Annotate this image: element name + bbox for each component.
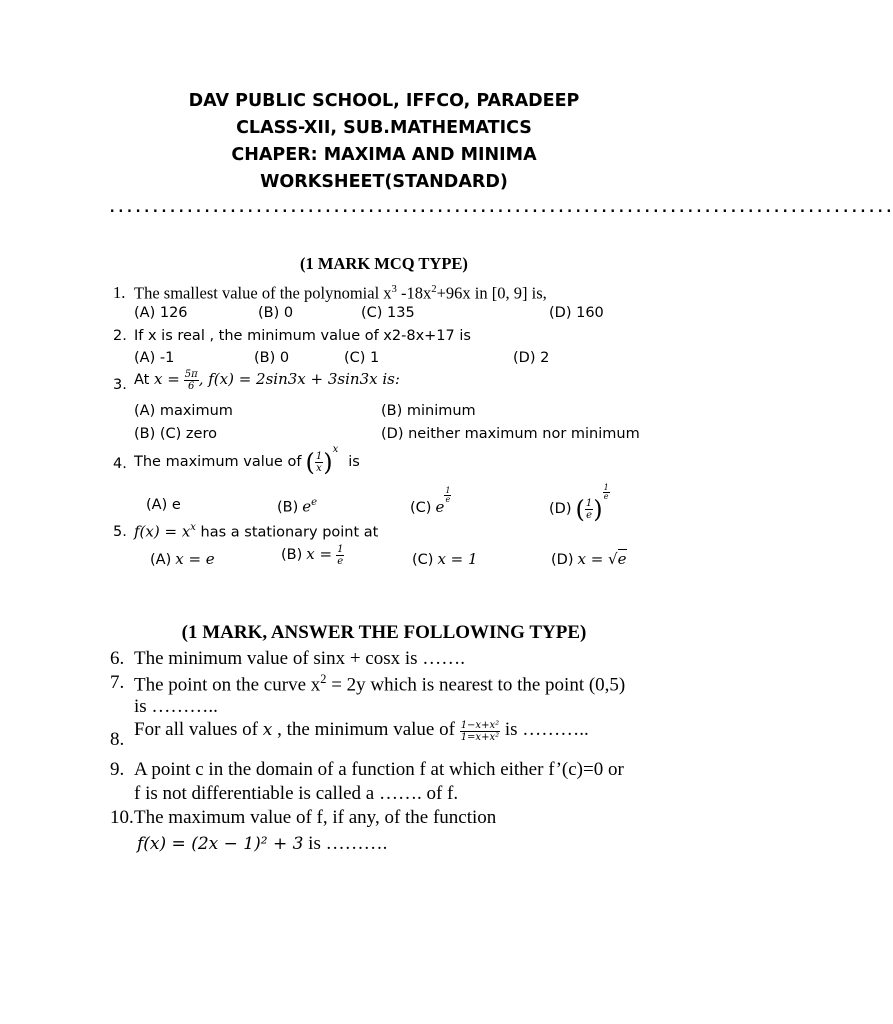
q4-fraction: $\frac{1}{x}$ [315, 450, 323, 474]
q8-number: 8. [110, 729, 125, 750]
q5-number: 5. [113, 524, 127, 540]
q9-line1: A point c in the domain of a function f at which either f’(c)=0 or [134, 759, 624, 780]
q4-number: 4. [113, 456, 127, 472]
q2-text: If x is real , the minimum value of x2-8x+17 is [134, 328, 471, 344]
q7-number: 7. [110, 672, 125, 693]
q3-fraction: $\frac{5\pi}{6}$ [184, 369, 198, 392]
section-mcq-title: (1 MARK MCQ TYPE) [300, 254, 468, 273]
q5-option-c: (C) x = 1 [412, 550, 478, 568]
q7-text: The point on the curve $x^2 = 2y$ which is nearest to the point (0,5) [134, 672, 626, 696]
q2-option-c: (C) 1 [344, 350, 380, 366]
q4-option-c: (C) e $\frac{1}{e}$ [410, 486, 451, 516]
q3-option-a: (A) maximum [134, 403, 233, 419]
q4-option-a: (A) e [146, 497, 181, 513]
worksheet-title: WORKSHEET(STANDARD) [260, 172, 508, 192]
q7-text-line2: is ……….. [134, 696, 218, 717]
q10-number: 10. [110, 807, 134, 828]
q5-text: $f(x) = x^x$ has a stationary point at [134, 522, 379, 541]
q1-text: The smallest value of the polynomial $x^3$ $-18x^2+96x$ in [0, 9] is, [134, 283, 547, 303]
class-subject: CLASS-XII, SUB.MATHEMATICS [236, 118, 532, 138]
section-answer-title: (1 MARK, ANSWER THE FOLLOWING TYPE) [181, 622, 587, 643]
q3-number: 3. [113, 377, 127, 393]
q5-option-a: (A) x = e [150, 550, 215, 568]
q2-number: 2. [113, 328, 127, 344]
q9-line2: f is not differentiable is called a ……. of f. [134, 783, 459, 804]
q2-option-d: (D) 2 [513, 350, 550, 366]
q1-option-d: (D) 160 [549, 305, 604, 321]
chapter-title: CHAPER: MAXIMA AND MINIMA [231, 145, 537, 165]
q6-number: 6. [110, 648, 125, 669]
q8-text: For all values of x , the minimum value of $\frac{\text{1−x+x²}}{\text{1=x+x²}}$ is ……….. [134, 719, 589, 743]
school-name: DAV PUBLIC SCHOOL, IFFCO, PARADEEP [188, 91, 580, 111]
q3-text: At x = $\frac{5\pi}{6}$ , f(x) = 2sin3x + 3sin3x is: [134, 369, 400, 392]
q3-option-b: (B) minimum [381, 403, 476, 419]
q1-option-c: (C) 135 [361, 305, 415, 321]
q1-option-b: (B) 0 [258, 305, 294, 321]
q4-option-d: (D) ( $\frac{1}{e}$ ) $\frac{1}{e}$ [549, 483, 609, 524]
q2-option-b: (B) 0 [254, 350, 290, 366]
q5-option-b: (B) x = $\frac{1}{e}$ [281, 544, 344, 567]
q6-text: The minimum value of sinx + cosx is ……. [134, 648, 466, 669]
q4-text: The maximum value of ( $\frac{1}{x}$ )$^x$ is [134, 444, 360, 477]
q4-option-b: (B) $e^e$ [277, 497, 318, 516]
q10-line2: f(x) = (2x − 1)² + 3 is ………. [137, 833, 388, 854]
q1-number: 1. [113, 283, 126, 302]
q2-option-a: (A) -1 [134, 350, 175, 366]
q1-option-a: (A) 126 [134, 305, 188, 321]
q3-option-d: (D) neither maximum nor minimum [381, 426, 640, 442]
dotted-divider: ........................................................................................... [108, 200, 893, 216]
q9-number: 9. [110, 759, 125, 780]
q10-line1: The maximum value of f, if any, of the function [134, 807, 497, 828]
q5-option-d: (D) x = √e [551, 550, 627, 568]
q3-option-c: (B) (C) zero [134, 426, 217, 442]
